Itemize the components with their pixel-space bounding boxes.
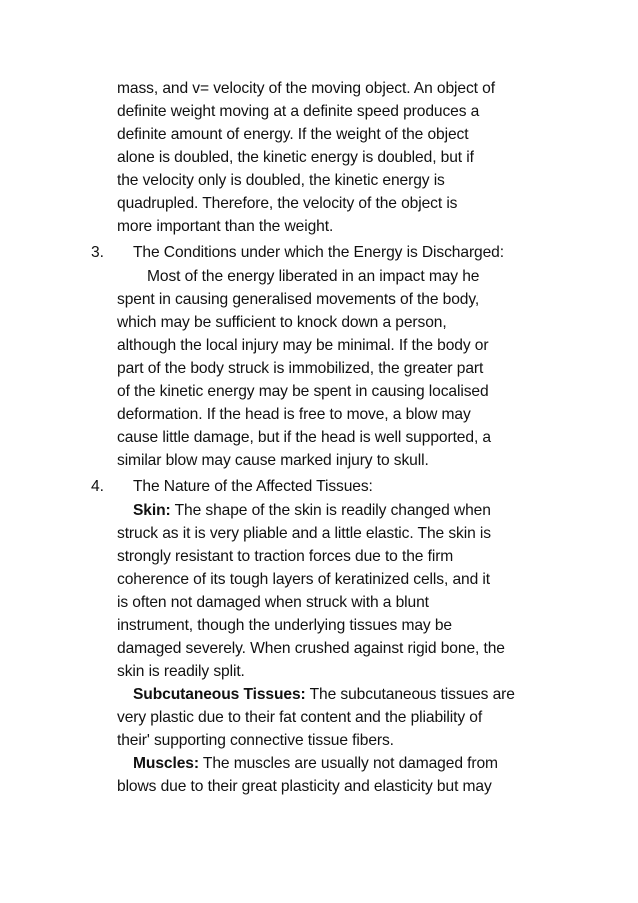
skin-line-7: skin is readily split.	[117, 663, 245, 680]
skin-line-6: damaged severely. When crushed against rigid bone, the	[117, 640, 505, 657]
skin-first-text: The shape of the skin is readily changed when	[170, 502, 491, 519]
subcutaneous-first-line	[133, 684, 515, 706]
skin-line-2: strongly resistant to traction forces due to the firm	[117, 548, 454, 565]
intro-line-2: definite weight moving at a definite speed produces a	[117, 103, 480, 120]
subcutaneous-line-1: very plastic due to their fat content and the pliability of	[117, 709, 483, 726]
muscles-first-text: The muscles are usually not damaged from	[198, 755, 498, 772]
muscles-label: Muscles:	[133, 755, 199, 772]
item4-number: 4.	[91, 478, 105, 495]
skin-first-line	[133, 500, 491, 522]
item3-line-6: of the kinetic energy may be spent in causing localised	[117, 383, 489, 400]
item3-line-8: cause little damage, but if the head is well supported, a	[117, 429, 491, 446]
intro-line-1: mass, and v= velocity of the moving object. An object of	[117, 80, 495, 97]
intro-line-7: more important than the weight.	[117, 218, 334, 235]
intro-line-4: alone is doubled, the kinetic energy is doubled, but if	[117, 149, 474, 166]
skin-label: Skin:	[133, 502, 171, 519]
skin-line-3: coherence of its tough layers of keratinized cells, and it	[117, 571, 490, 588]
item3-line-9: similar blow may cause marked injury to skull.	[117, 452, 429, 469]
skin-line-1: struck as it is very pliable and a little elastic. The skin is	[117, 525, 491, 542]
subcutaneous-first-text: The subcutaneous tissues are	[305, 686, 515, 703]
item3-line-7: deformation. If the head is free to move, a blow may	[117, 406, 471, 423]
skin-line-5: instrument, though the underlying tissues may be	[117, 617, 452, 634]
muscles-first-line	[133, 753, 498, 775]
item4-heading: The Nature of the Affected Tissues:	[133, 478, 373, 495]
item3-number: 3.	[91, 244, 105, 261]
subcutaneous-line-2: their' supporting connective tissue fibers.	[117, 732, 394, 749]
item3-line-2: spent in causing generalised movements of the body,	[117, 291, 480, 308]
muscles-line-1: blows due to their great plasticity and elasticity but may	[117, 778, 492, 795]
skin-line-4: is often not damaged when struck with a blunt	[117, 594, 429, 611]
subcutaneous-label: Subcutaneous Tissues:	[133, 686, 306, 703]
intro-line-6: quadrupled. Therefore, the velocity of the object is	[117, 195, 458, 212]
intro-line-3: definite amount of energy. If the weight of the object	[117, 126, 469, 143]
item3-line-5: part of the body struck is immobilized, the greater part	[117, 360, 484, 377]
item3-line-3: which may be sufficient to knock down a person,	[117, 314, 447, 331]
item3-heading: The Conditions under which the Energy is Discharged:	[133, 244, 504, 261]
item3-line-1: Most of the energy liberated in an impact may he	[147, 268, 480, 285]
item3-line-4: although the local injury may be minimal. If the body or	[117, 337, 489, 354]
intro-line-5: the velocity only is doubled, the kinetic energy is	[117, 172, 445, 189]
